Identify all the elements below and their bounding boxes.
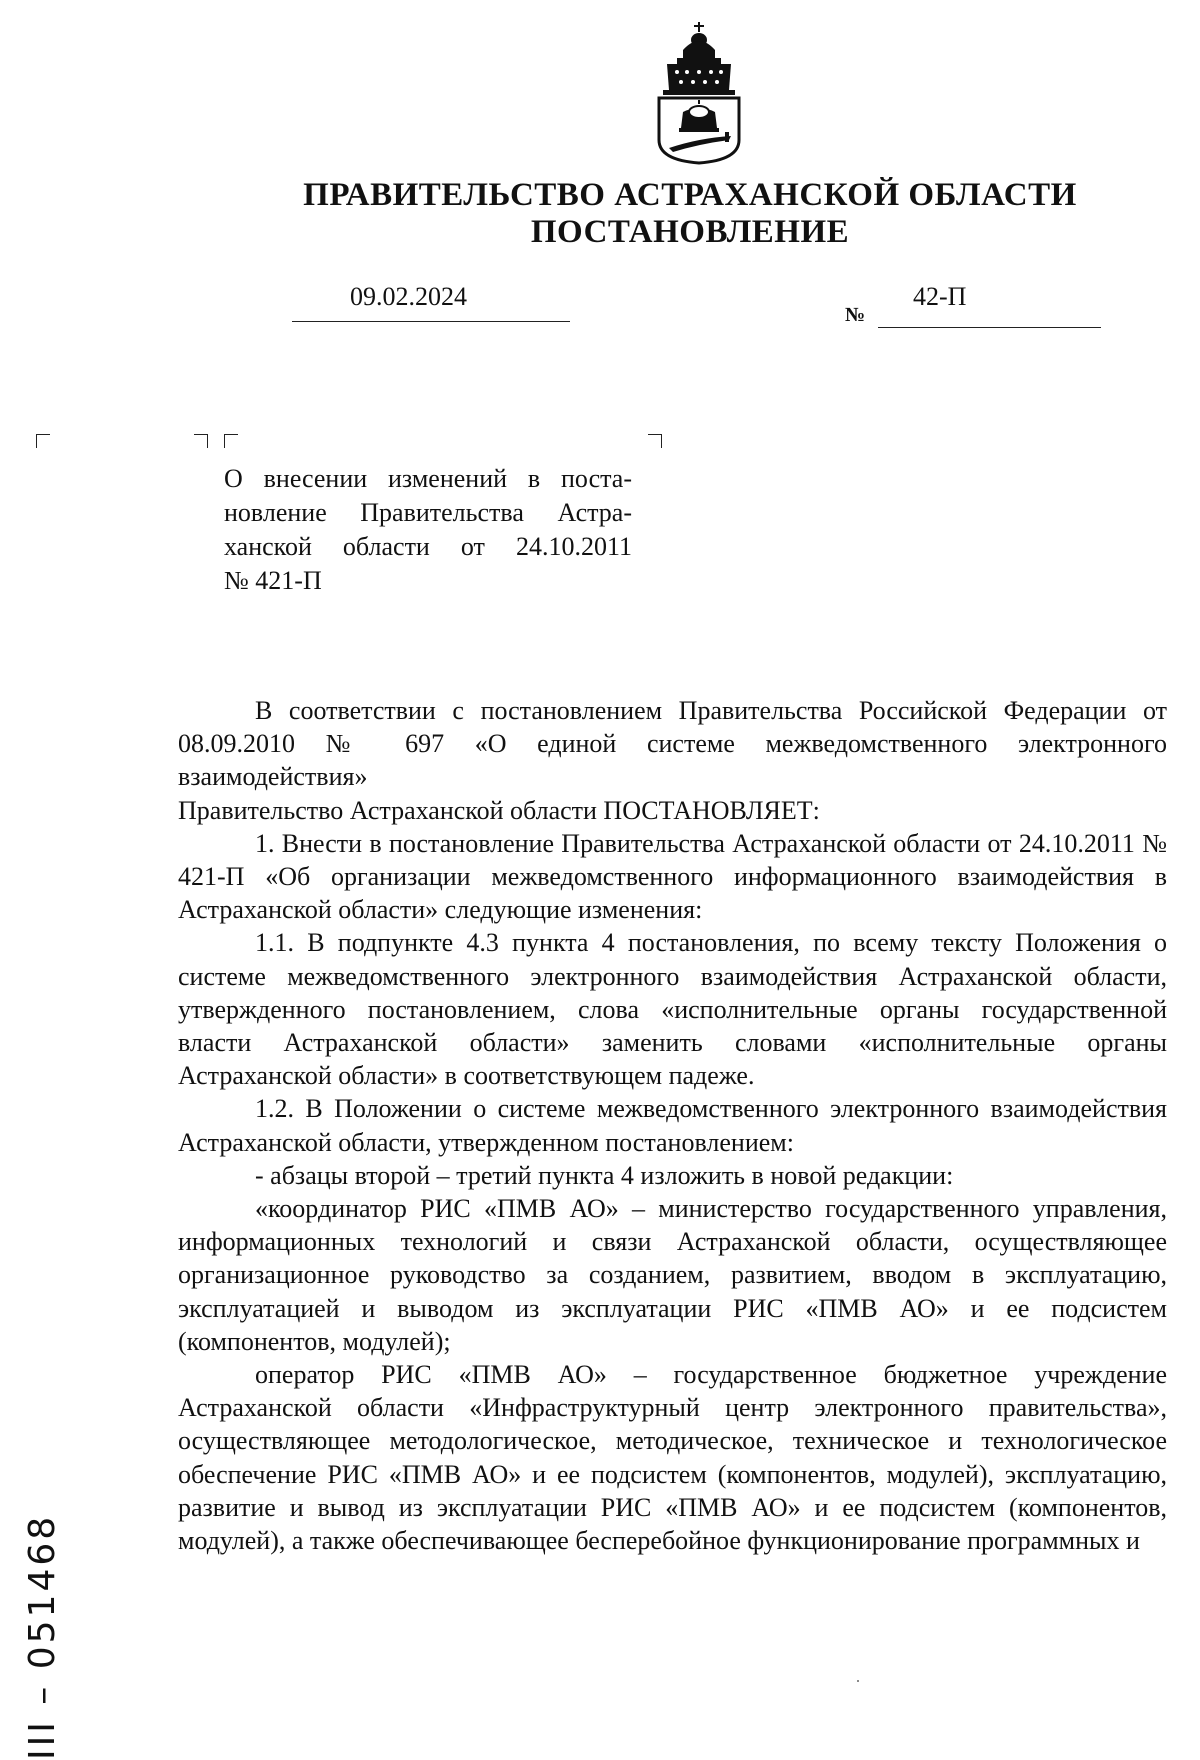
- body-paragraph: В соответствии с постановлением Правительства Российской Федерации от 08.09.2010 № 697 «О единой системе межведомственного электронного взаимодействия»: [178, 696, 1167, 792]
- document-number: 42-П: [913, 282, 967, 311]
- document-type-title: ПОСТАНОВЛЕНИЕ: [530, 214, 850, 250]
- subject-line: О внесении изменений в поста-: [224, 464, 632, 493]
- body-paragraph: Правительство Астраханской области ПОСТАНОВЛЯЕТ:: [178, 795, 820, 825]
- body-paragraph: «координатор РИС «ПМВ АО» – министерство государственного управления, информационных технологий и связи Астраханской области, осуществляющее организационное руководство за созданием, развитием, вводом в эксплуатацию, эксплуатацией и выводом из эксплуатации РИС «ПМВ АО» и ее подсистем (компонентов, модулей);: [178, 1194, 1167, 1356]
- side-serial-number: III – 051468: [22, 1513, 63, 1760]
- subject-line: № 421-П: [224, 566, 322, 595]
- body-paragraph: - абзацы второй – третий пункта 4 изложить в новой редакции:: [255, 1160, 954, 1190]
- document-subject: [224, 462, 632, 598]
- body-paragraph: 1.2. В Положении о системе межведомственного электронного взаимодействия Астраханской области, утвержденном постановлением:: [178, 1094, 1167, 1157]
- coat-of-arms-icon: [643, 20, 755, 165]
- body-paragraph: оператор РИС «ПМВ АО» – государственное бюджетное учреждение Астраханской области «Инфраструктурный центр электронного правительства», осуществляющее методологическое, методическое, техническое и технологическое обеспечение РИС «ПМВ АО» и ее подсистем (компонентов, модулей), эксплуатацию, развитие и вывод из эксплуатации РИС «ПМВ АО» и ее подсистем (компонентов, модулей), а также обеспечивающее бесперебойное функционирование программных и: [178, 1360, 1167, 1556]
- number-sign: №: [845, 304, 866, 326]
- date-underline: [292, 321, 570, 322]
- corner-bracket: [194, 434, 208, 448]
- subject-line: ханской области от 24.10.2011: [224, 532, 632, 561]
- number-underline: [878, 327, 1101, 328]
- document-date: 09.02.2024: [350, 282, 467, 311]
- body-paragraph: 1.1. В подпункте 4.3 пункта 4 постановления, по всему тексту Положения о системе межведомственного электронного взаимодействия Астраханской области, утвержденного постановлением, слова «исполнительные органы государственной власти Астраханской области» заменить словами «исполнительные органы Астраханской области» в соответствующем падеже.: [178, 928, 1167, 1091]
- corner-bracket: [224, 434, 238, 448]
- corner-bracket: [36, 434, 50, 448]
- body-paragraph: 1. Внести в постановление Правительства Астраханской области от 24.10.2011 № 421-П «Об организации межведомственного информационного взаимодействия в Астраханской области» следующие изменения:: [178, 828, 1167, 925]
- subject-line: новление Правительства Астра-: [224, 498, 632, 527]
- scan-speck: [857, 1680, 859, 1682]
- organization-title: ПРАВИТЕЛЬСТВО АСТРАХАНСКОЙ ОБЛАСТИ: [303, 177, 1077, 213]
- corner-bracket: [648, 434, 662, 448]
- document-body: [178, 694, 1167, 1557]
